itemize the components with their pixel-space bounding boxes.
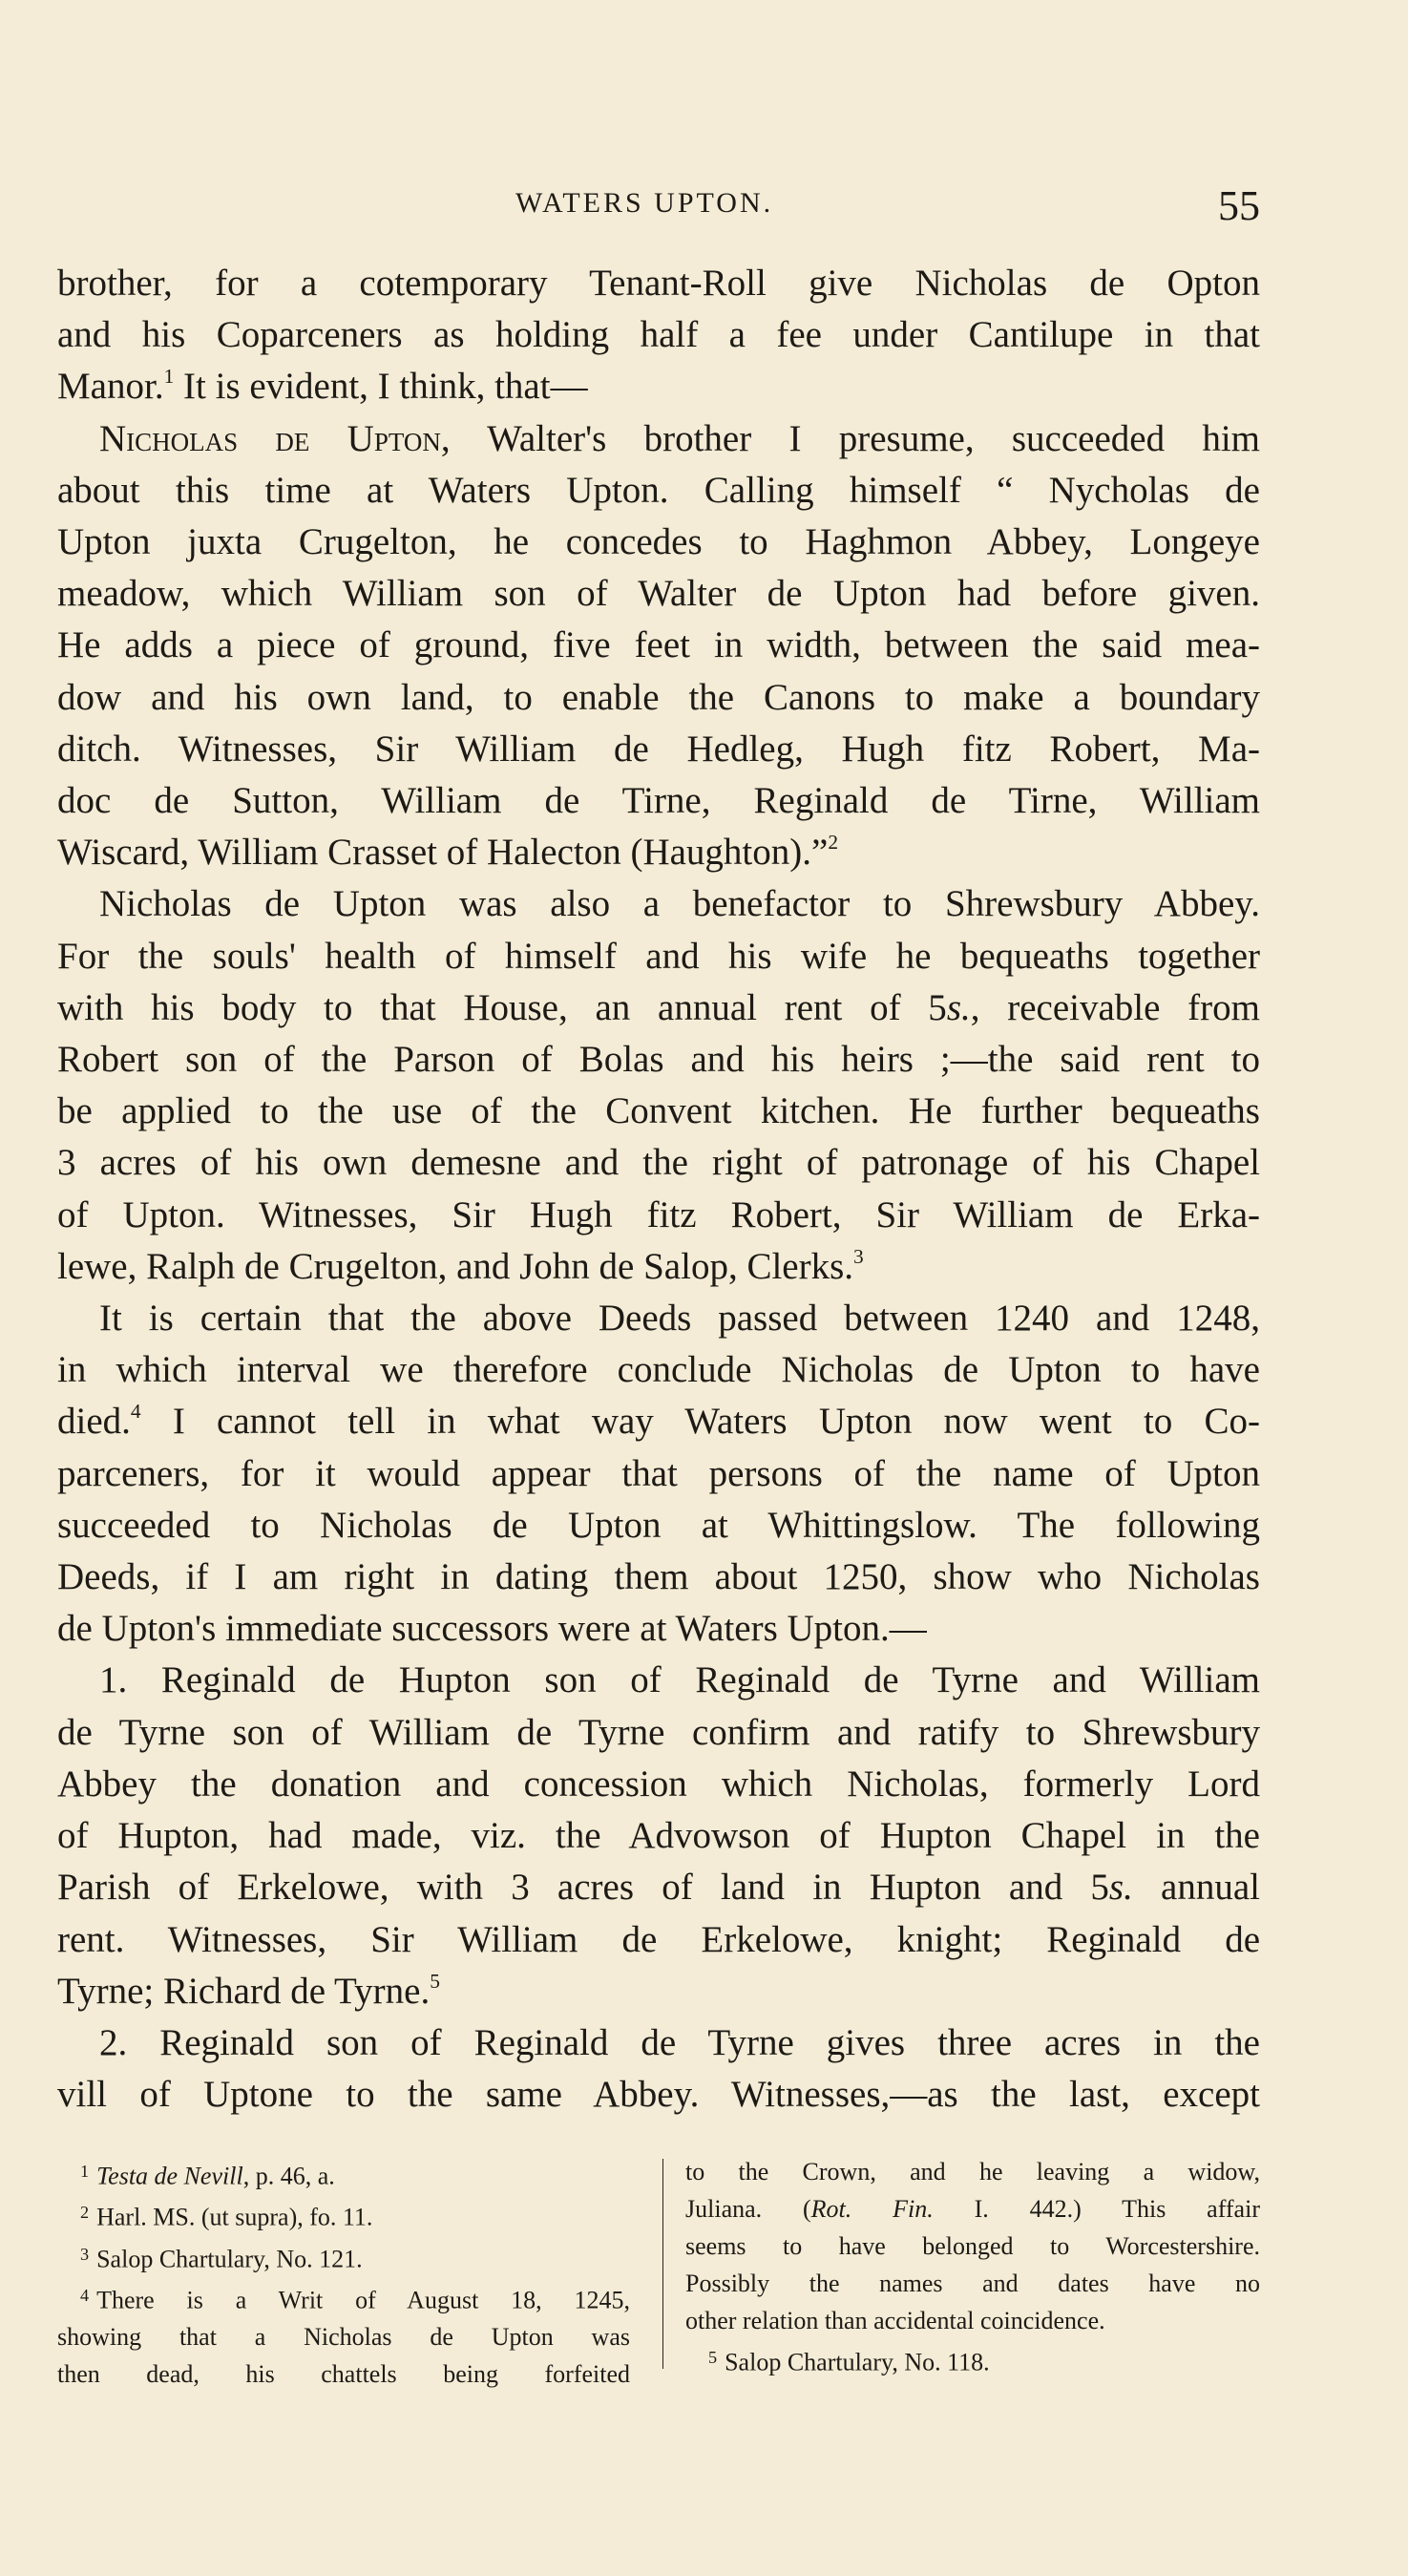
- text-run: 4: [80, 2285, 90, 2305]
- footnote-3: [57, 2236, 630, 2277]
- footnote-4-line: [57, 2318, 630, 2355]
- page-header: [57, 181, 1260, 229]
- text-run: Robert son of the Parson of Bolas and his heirs ;—the said rent to: [57, 1039, 1260, 1081]
- text-run: then dead, his chattels being forfeited: [57, 2360, 630, 2389]
- text-run: , Walter's brother I presume, succeeded him: [440, 417, 1260, 459]
- text-line: [57, 827, 1260, 878]
- footnote-4-cont-line: [685, 2190, 1260, 2228]
- text-line: [57, 672, 1260, 724]
- text-run: 5: [708, 2348, 718, 2367]
- text-run: 3 acres of his own demesne and the right of patronage of his Chapel: [57, 1142, 1260, 1184]
- footnote-5: [685, 2339, 1260, 2380]
- text-run: about this time at Waters Upton. Calling himself “ Nycholas de: [57, 469, 1260, 511]
- text-run: I cannot tell in what way Waters Upton now went to Co-: [140, 1401, 1260, 1443]
- page-number: 55: [1218, 182, 1260, 229]
- footnote-1: [57, 2153, 630, 2194]
- text-run: Tyrne; Richard de Tyrne.: [57, 1970, 431, 2012]
- text-line: [57, 1862, 1260, 1913]
- text-line: [57, 1396, 1260, 1447]
- text-run: other relation than accidental coincidence.: [685, 2307, 1105, 2334]
- footnote-ref[interactable]: 5: [430, 1969, 440, 1993]
- text-line: [57, 309, 1260, 361]
- text-line: [57, 1707, 1260, 1759]
- text-run: brother, for a cotemporary Tenant-Roll give Nicholas de Opton: [57, 263, 1260, 304]
- text-run: died.: [57, 1401, 131, 1443]
- text-run: It is evident, I think, that—: [174, 366, 588, 408]
- text-run: Testa de Nevill: [96, 2162, 243, 2190]
- text-line: [57, 1344, 1260, 1396]
- footnote-ref[interactable]: 1: [163, 365, 175, 389]
- text-run: s.: [1108, 1867, 1133, 1909]
- footnotes-left-column: [57, 2153, 630, 2393]
- text-line: [57, 1966, 1260, 2017]
- text-run: in which interval we therefore conclude Nicholas de Upton to have: [57, 1349, 1260, 1391]
- text-run: de Upton's immediate successors were at Waters Upton.—: [57, 1608, 927, 1650]
- text-line: [57, 1810, 1260, 1862]
- text-line: [57, 1086, 1260, 1137]
- text-run: For the souls' health of himself and his wife he bequeaths together: [57, 935, 1260, 977]
- text-line: [57, 931, 1260, 982]
- text-line: [57, 1137, 1260, 1189]
- text-run: parceners, for it would appear that persons of the name of Upton: [57, 1452, 1260, 1494]
- text-line: [57, 775, 1260, 827]
- text-line: [57, 1655, 1260, 1706]
- text-run: Possibly the names and dates have no: [685, 2270, 1260, 2297]
- footnote-4-line: [57, 2277, 630, 2318]
- footnote-4-cont-line: [685, 2228, 1260, 2265]
- footnote-4-cont-line: [685, 2302, 1260, 2339]
- text-run: I. 442.) This affair: [933, 2195, 1260, 2223]
- text-run: and his Coparceners as holding half a fee under Cantilupe in that: [57, 314, 1260, 356]
- text-line: [57, 413, 1260, 465]
- text-line: [57, 2069, 1260, 2121]
- footnote-ref[interactable]: 2: [828, 831, 839, 855]
- text-line: [57, 1603, 1260, 1655]
- text-run: Salop Chartulary, No. 121.: [96, 2244, 363, 2272]
- text-line: [57, 1190, 1260, 1241]
- text-run: , receivable from: [970, 986, 1260, 1028]
- text-run: rent. Witnesses, Sir William de Erkelowe, knight; Reginald de: [57, 1918, 1260, 1960]
- footnote-2: [57, 2194, 630, 2235]
- text-run: 3: [80, 2244, 90, 2264]
- text-line: [57, 1293, 1260, 1344]
- body-text: [57, 258, 1260, 2121]
- text-line: [57, 878, 1260, 930]
- text-run: to the Crown, and he leaving a widow,: [685, 2158, 1260, 2185]
- text-run: 1: [80, 2162, 90, 2181]
- text-run: showing that a Nicholas de Upton was: [57, 2323, 630, 2352]
- text-line: [57, 1034, 1260, 1086]
- text-run: of Hupton, had made, viz. the Advowson of Hupton Chapel in the: [57, 1815, 1260, 1857]
- running-title: WATERS UPTON.: [515, 187, 774, 219]
- footnote-4-cont-line: [685, 2153, 1260, 2190]
- text-run: doc de Sutton, William de Tirne, Reginald de Tirne, William: [57, 780, 1260, 822]
- text-run: Abbey the donation and concession which Nicholas, formerly Lord: [57, 1763, 1260, 1805]
- text-run: Deeds, if I am right in dating them about 1250, show who Nicholas: [57, 1556, 1260, 1598]
- footnotes-right-column: [685, 2153, 1260, 2380]
- text-run: s.: [946, 986, 971, 1028]
- text-run: annual: [1132, 1867, 1260, 1909]
- text-run: There is a Writ of August 18, 1245,: [96, 2286, 630, 2314]
- text-run: lewe, Ralph de Crugelton, and John de Salop, Clerks.: [57, 1245, 854, 1287]
- text-line: [57, 258, 1260, 309]
- text-run: be applied to the use of the Convent kitchen. He further bequeaths: [57, 1090, 1260, 1132]
- text-line: [57, 517, 1260, 568]
- text-run: seems to have belonged to Worcestershire.: [685, 2232, 1260, 2260]
- text-line: [57, 465, 1260, 517]
- text-line: [57, 1759, 1260, 1810]
- text-run: , p. 46, a.: [242, 2162, 335, 2190]
- text-run: It is certain that the above Deeds passed between 1240 and 1248,: [99, 1298, 1260, 1340]
- text-line: [57, 1448, 1260, 1500]
- text-line: [57, 1500, 1260, 1552]
- text-run: of Upton. Witnesses, Sir Hugh fitz Robert, Sir William de Erka-: [57, 1193, 1260, 1235]
- footnote-ref[interactable]: 4: [130, 1400, 141, 1424]
- text-line: [57, 568, 1260, 620]
- text-run: 2: [80, 2203, 90, 2223]
- text-run: Harl. MS. (ut supra), fo. 11.: [96, 2203, 373, 2231]
- text-line: [57, 361, 1260, 412]
- text-run: Manor.: [57, 366, 164, 408]
- text-run: Salop Chartulary, No. 118.: [725, 2348, 990, 2376]
- person-name: Nicholas de Upton: [99, 417, 441, 459]
- text-run: Upton juxta Crugelton, he concedes to Haghmon Abbey, Longeye: [57, 521, 1260, 563]
- text-run: dow and his own land, to enable the Canons to make a boundary: [57, 676, 1260, 718]
- text-line: [57, 620, 1260, 671]
- text-run: He adds a piece of ground, five feet in width, between the said mea-: [57, 624, 1260, 666]
- text-run: meadow, which William son of Walter de Upton had before given.: [57, 573, 1260, 615]
- text-line: [57, 1914, 1260, 1966]
- text-run: Juliana. (: [685, 2195, 811, 2223]
- text-run: Rot. Fin.: [810, 2195, 934, 2223]
- footnote-4-line: [57, 2355, 630, 2393]
- text-run: de Tyrne son of William de Tyrne confirm and ratify to Shrewsbury: [57, 1711, 1260, 1753]
- text-run: Nicholas de Upton was also a benefactor to Shrewsbury Abbey.: [99, 883, 1260, 925]
- text-line: [57, 1241, 1260, 1293]
- text-run: Wiscard, William Crasset of Halecton (Haughton).”: [57, 832, 829, 874]
- text-run: with his body to that House, an annual rent of 5: [57, 986, 947, 1028]
- text-line: [57, 2017, 1260, 2069]
- text-line: [57, 724, 1260, 775]
- text-run: succeeded to Nicholas de Upton at Whittingslow. The following: [57, 1504, 1260, 1546]
- text-run: Parish of Erkelowe, with 3 acres of land in Hupton and 5: [57, 1867, 1109, 1909]
- footnotes: [57, 2153, 1260, 2389]
- column-divider: [662, 2159, 663, 2369]
- text-run: vill of Uptone to the same Abbey. Witnesses,—as the last, except: [57, 2074, 1260, 2116]
- text-run: 1. Reginald de Hupton son of Reginald de Tyrne and William: [99, 1659, 1260, 1701]
- text-line: [57, 1552, 1260, 1603]
- text-line: [57, 982, 1260, 1034]
- footnote-4-cont-line: [685, 2265, 1260, 2302]
- text-run: 2. Reginald son of Reginald de Tyrne gives three acres in the: [99, 2021, 1260, 2063]
- text-run: ditch. Witnesses, Sir William de Hedleg, Hugh fitz Robert, Ma-: [57, 728, 1260, 770]
- footnote-ref[interactable]: 3: [853, 1244, 864, 1268]
